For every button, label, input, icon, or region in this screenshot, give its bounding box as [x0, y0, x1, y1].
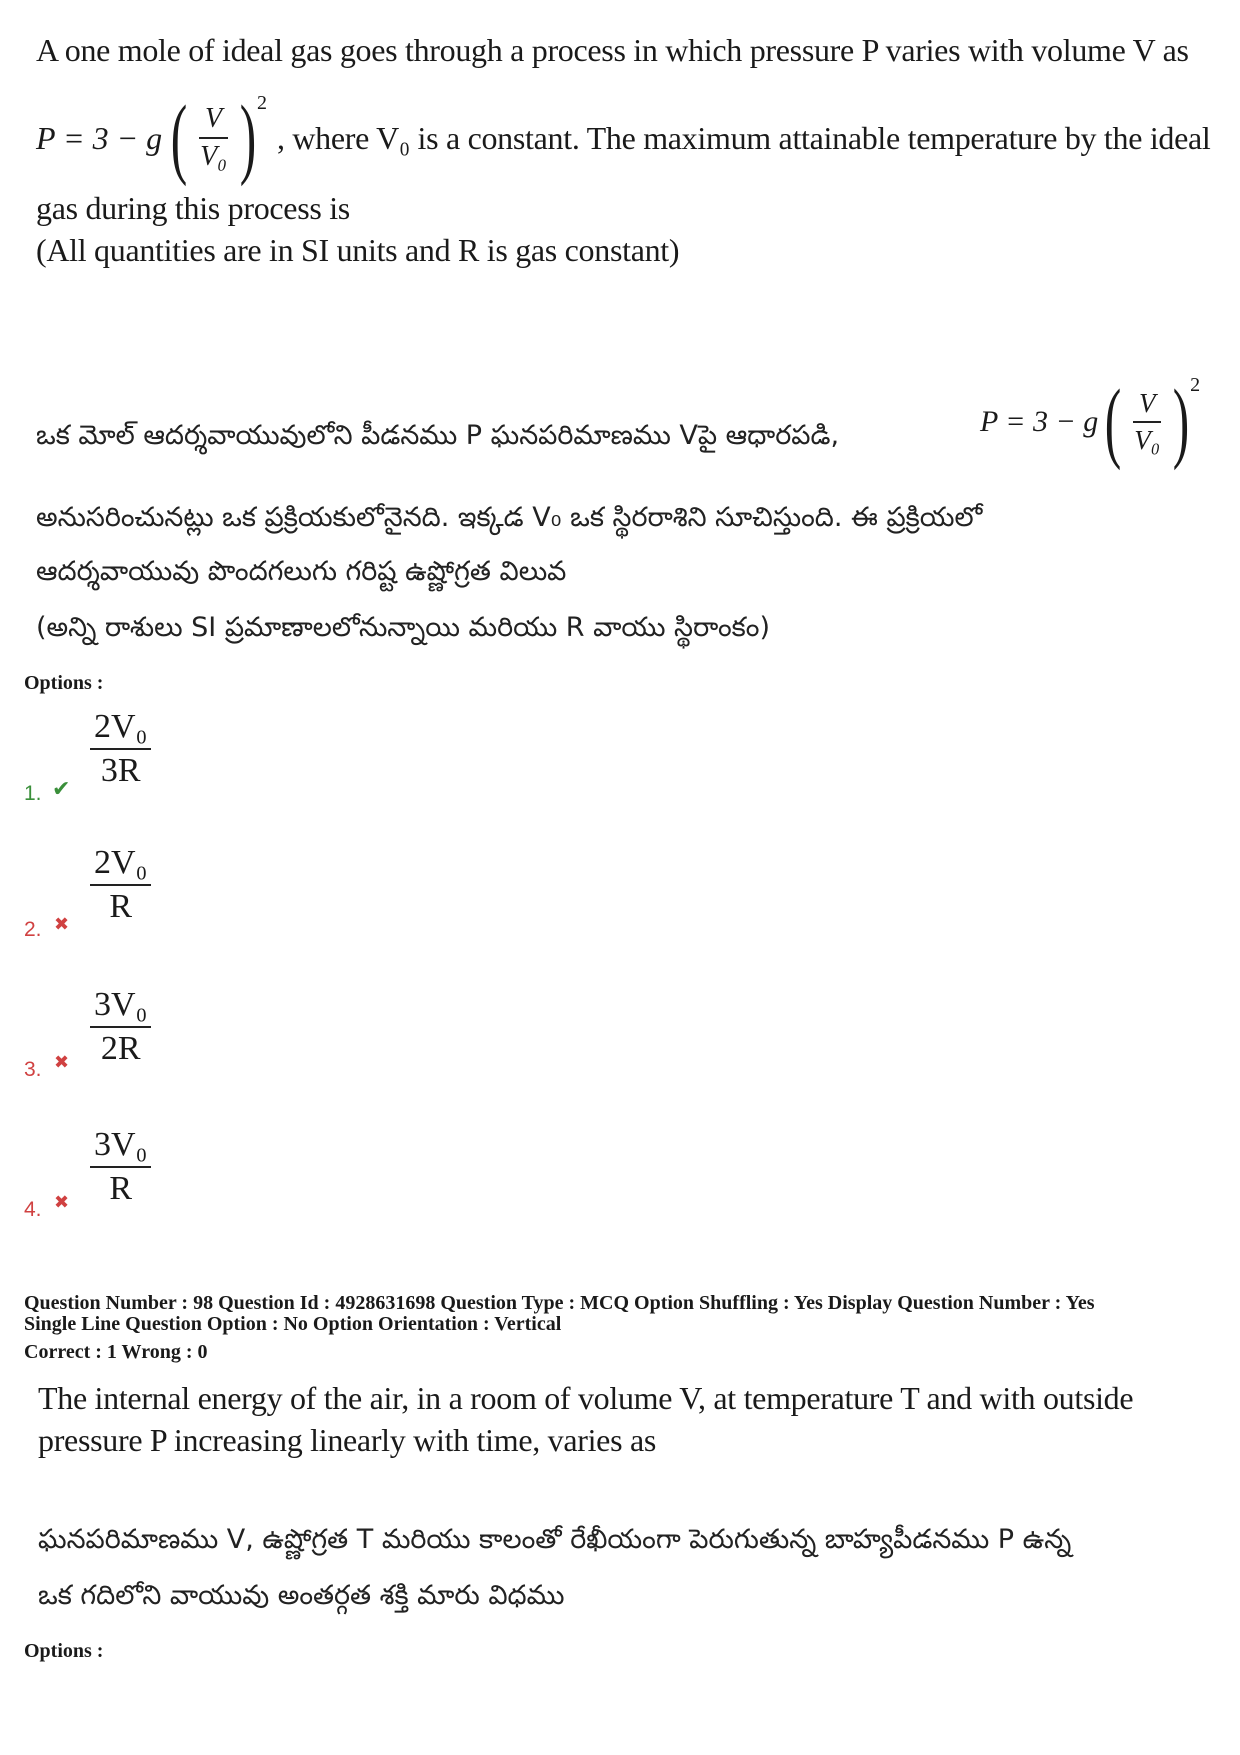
q97-english-line1: A one mole of ideal gas goes through a process in which pressure P varies with volume V as [36, 32, 1189, 68]
option-3-fraction: $\frac{\text{3V₀}}{2R}$ [90, 986, 151, 1068]
option-2-number: 2. [24, 918, 42, 941]
option-4-fraction: $\frac{\text{3V₀}}{R}$ [90, 1126, 151, 1208]
equation-lhs: P = 3 − g [36, 119, 163, 156]
option-4-number: 4. [24, 1198, 42, 1221]
q98-meta-line1: Question Number : 98 Question Id : 4928631698 Question Type : MCQ Option Shuffling : Yes Display Question Number : Yes [24, 1292, 1095, 1314]
q98-meta-line2: Single Line Question Option : No Option Orientation : Vertical [24, 1313, 562, 1335]
q97-equation-telugu: P = 3 − g ( $\frac{V}{\text{V₀}}$ ) 2 [980, 372, 1201, 471]
wrong-cross-icon: ✖ [54, 914, 70, 934]
q98-english-line1: The internal energy of the air, in a room of volume V, at temperature T and with outside [38, 1380, 1134, 1416]
equation-lhs: P = 3 − g [980, 405, 1099, 438]
q98-telugu-line2: ఒక గదిలోని వాయువు అంతర్గత శక్తి మారు విధము [38, 1580, 565, 1611]
q97-english-line2: , where V₀ is a constant. The maximum attainable temperature by the ideal [276, 119, 1211, 156]
q98-telugu-line1: ఘనపరిమాణము V, ఉష్ణోగ్రత T మరియు కాలంతో రేఖీయంగా పెరుగుతున్న బాహ్యపీడనము P ఉన్న [38, 1524, 1072, 1555]
option-2-fraction: $\frac{\text{2V₀}}{R}$ [90, 844, 151, 926]
wrong-cross-icon: ✖ [54, 1052, 70, 1072]
equation-fraction: $\frac{V}{\text{V₀}}$ [1134, 388, 1161, 455]
q98-english-line2: pressure P increasing linearly with time, varies as [38, 1422, 656, 1458]
q97-english-line4: (All quantities are in SI units and R is gas constant) [36, 232, 680, 268]
q97-english-line3: gas during this process is [36, 190, 350, 226]
q98-correct-wrong: Correct : 1 Wrong : 0 [24, 1341, 208, 1363]
q97-telugu-line2: అనుసరించునట్లు ఒక ప్రక్రియకులోనైనది. ఇక్కడ V₀ ఒక స్థిరరాశిని సూచిస్తుంది. ఈ ప్రక్రియలో [36, 502, 983, 533]
q97-telugu-line4: (అన్ని రాశులు SI ప్రమాణాలలోనున్నాయి మరియు R వాయు స్థిరాంకం) [36, 612, 770, 643]
q97-telugu-line3: ఆదర్శవాయువు పొందగలుగు గరిష్ట ఉష్ణోగ్రత విలువ [36, 556, 567, 587]
option-2[interactable] [24, 838, 224, 948]
q97-options-label: Options : [24, 672, 104, 694]
equation-exponent: 2 [256, 92, 267, 114]
option-3-number: 3. [24, 1058, 42, 1081]
option-3[interactable] [24, 978, 224, 1088]
equation-fraction: $\frac{V}{\text{V₀}}$ [200, 103, 227, 172]
option-1[interactable] [24, 700, 224, 810]
equation-exponent: 2 [1190, 374, 1201, 396]
q97-telugu-line1: ఒక మోల్ ఆదర్శవాయువులోని పీడనము P ఘనపరిమాణము Vపై ఆధారపడి, [36, 420, 840, 451]
q97-equation-english: P = 3 − g ( $\frac{V}{\text{V₀}}$ ) 2 , where V₀ is a constant. The maximum attainable temperature by the ideal [36, 88, 1211, 187]
option-4[interactable] [24, 1118, 224, 1228]
correct-check-icon: ✔ [52, 776, 71, 801]
option-1-number: 1. [24, 782, 42, 805]
q98-options-label: Options : [24, 1640, 104, 1662]
wrong-cross-icon: ✖ [54, 1192, 70, 1212]
option-1-fraction: $\frac{\text{2V₀}}{3R}$ [90, 708, 151, 790]
